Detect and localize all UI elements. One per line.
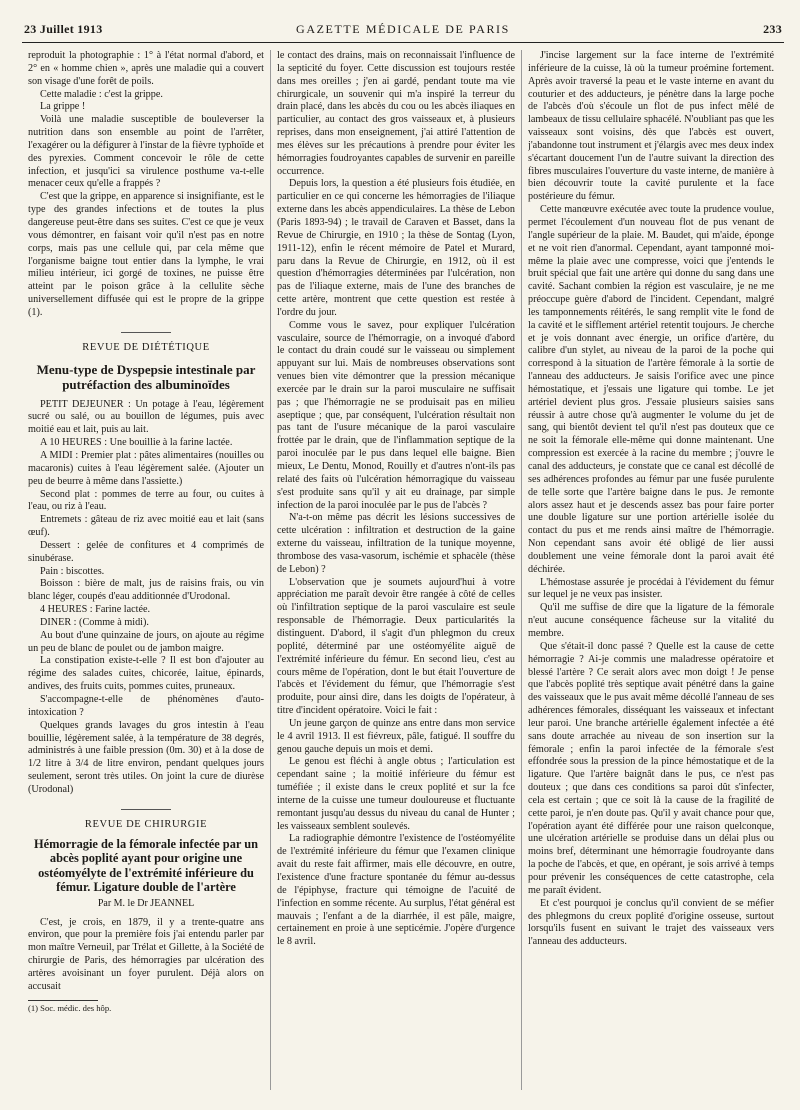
paragraph: Que s'était-il donc passé ? Quelle est la cause de cette hémorragie ? Ai-je commis une maladresse opératoire et blessé l'artère ? Ce serait alors avec mon doigt ! Je pense que l'abcès poplité très septique avait pénétré dans la gaine des vaisseaux que le pus avait même décollé l'anneau de ses adhérences fémorales, disséquant les vaisseaux et infectant leur paroi. Une branche artérielle également infectée a été sans doute arrachée au niveau de son insertion sur la fémorale ; enfin la paroi infectée de la fémorale s'est effondrée sous la pression de la pince hémostatique et de la ligature. Que l'artère baignât dans le pus, ce n'est pas douteux ; que dans ces conditions sa paroi dût s'infecter, cela est certain ; que ce soit là la cause de la fragilité de cette paroi, je n'en doute pas. Qu'il y avait chance pour que, l'opération ayant été différée pour une raison quelconque, une ulcération artérielle se produise dans un délai plus ou moins bref, déterminant une hémorragie foudroyante dans la poche de l'abcès, et que, en opérant, je sois arrivé à temps pour prévenir les conséquences de cette catastrophe, cela me paraît évident. — [528, 640, 774, 896]
menu-item: DINER : (Comme à midi). — [40, 616, 149, 628]
menu-item: A MIDI : Premier plat : pâtes alimentaires (nouilles ou macaronis) cuites à l'eau légèrement salée. (Ajouter un peu de beurre à même dans l'assiette.) — [28, 449, 264, 487]
paragraph: La grippe ! — [40, 101, 86, 113]
menu-item: PETIT DEJEUNER : Un potage à l'eau, légèrement sucré ou salé, ou au bouillon de légumes, puis avec moitié eau et lait, puis au lait. — [28, 398, 264, 436]
running-header — [24, 22, 782, 44]
paragraph: Voilà une maladie susceptible de bouleverser la nutrition dans son ensemble au point de l'arrêter, l'exagérer ou la défigurer à l'instar de la fièvre typhoïde et des pyrexies. Comment concevoir le rôle de cette infection, et jusqu'ici sa virulence posthume va-t-elle menacer ceux qu'elle a frappés ? — [28, 114, 264, 190]
issue-date: 23 Juillet 1913 — [24, 22, 103, 36]
paragraph: Le genou est fléchi à angle obtus ; l'articulation est cependant saine ; la moitié inférieure du fémur est tuméfiée ; il existe dans le creux poplité et sur la fce interne de la cuisse une tumeur douloureuse et fluctuante remontant jusqu'au dessus du niveau du canal de Hunter ; les vaisseaux semblent soulevés. — [277, 756, 515, 832]
paragraph: reproduit la photographie : 1° à l'état normal d'abord, et 2° en « homme chien », après une maladie qui a couvert son visage d'une forêt de poils. — [28, 50, 264, 87]
article-author: Par M. le Dr JEANNEL — [97, 898, 195, 910]
menu-item: Boisson : bière de malt, jus de raisins frais, ou vin blanc léger, coupés d'eau additionnée d'Urodonal. — [28, 578, 264, 603]
footnote: (1) Soc. médic. des hôp. — [28, 1002, 112, 1013]
page-number: 233 — [763, 22, 782, 36]
paragraph: Comme vous le savez, pour expliquer l'ulcération vasculaire, source de l'hémorragie, on a invoqué d'abord le contact du drain coudé sur le vaisseau ou simplement appuyant sur lui. Mais de nombreuses observations sont venues bien vite démontrer que la pression mécanique exercée par le drain sur la paroi musculaire ne suffisait pas ; que l'hémorragie ne se produisait pas en milieu aseptique ; que, par conséquent, l'ulcération résultait non pas tant de l'usure mécanique de la paroi vasculaire frottée par le drain, que de l'inflammation septique de la paroi inoculée par le pus dans lequel elle baigne. Bien mieux, Le Dentu, Monod, Rouilly et d'autres n'ont-ils pas relaté des faits où l'ulcération hémorragique du vaisseau s'est produite sans qu'il y ait eu drainage, par simple infection de la paroi inoculée par le pus de l'abcès ? — [277, 319, 515, 511]
paragraph: N'a-t-on même pas décrit les lésions successives de cette ulcération : infiltration et destruction de la gaine externe du vaisseau, infiltration de la tunique moyenne, thrombose des vasa-vasorum, ischémie et sphacèle (thèse de Lebon) ? — [277, 512, 515, 575]
paragraph: Cette manœuvre exécutée avec toute la prudence voulue, permet l'écoulement d'un nouveau flot de pus venant de l'angle supérieur de la plaie. M. Baudet, qui m'aide, éponge et ne voit rien d'anormal. Cependant, ayant tamponné moi-même la plaie avec une compresse, voici que j'entends le bruit spécial que fait une artère qui donne du sang dans une cavité. Sachant combien la région est vasculaire, je ne me préoccupe guère d'abord de l'incident. Cependant, malgré les tamponnements réitérés, le sang remplit vite le fond de la cavité et le sifflement artériel retentit toujours. Je cherche et je vois donnant avec énergie, un orifice d'artère, du calibre d'un stylet, au niveau de la paroi de la poche qui correspond à la situation de l'artère fémorale à la sortie de l'anneau des adducteurs. Je saisis l'orifice avec une pince hémostatique, et j'essais une ligature qui tombe. Le jet artériel devient plus gros. J'essaie plusieurs saisies sans réussir à autre chose qu'à augmenter le volume du jet de sang, qui bientôt devient tel qu'il n'est pas douteux que ce ne soit la fémorale elle-même qui donne maintenant. Une compression est exercée à la racine du membre ; j'ouvre le canal des adducteurs, je constate que ce canal est décollé de ses adhérences profondes au fémur par une fusée purulente de telle sorte que l'artère baigne dans le pus. Je remonte alors assez haut et je descends assez bas pour faire porter une double ligature sur une portion artérielle isolée du contact du pus et me rends ainsi maître de l'hémorragie. Non cependant sans avoir été obligé de lier aussi doublement une veine fémorale dont la paroi avait été déchirée. — [528, 204, 774, 575]
section-heading-chirurgie: REVUE DE CHIRURGIE — [28, 809, 264, 831]
paragraph: L'hémostase assurée je procédai à l'évidement du fémur sur lequel je ne veux pas insister. — [528, 576, 774, 601]
paragraph: Et c'est pourquoi je conclus qu'il convient de se méfier des phlegmons du creux poplité d'origine osseuse, surtout lorsqu'ils fusent en suivant le trajet des vaisseaux vers l'anneau des adducteurs. — [528, 897, 774, 948]
column-divider — [270, 50, 271, 1090]
paragraph: Un jeune garçon de quinze ans entre dans mon service le 4 avril 1913. Il est fiévreux, pâle, fatigué. Il souffre du genou gauche depuis un mois et demi. — [277, 717, 515, 755]
paragraph: le contact des drains, mais on reconnaissait l'influence de la septicité du foyer. Cette discussion est toujours restée dans mes oreilles ; j'en ai gardé, pendant toute ma vie chirurgicale, un souvenir qui m'a inspiré la terreur du drain placé, dans les abcès du cou ou les abcès iliaques en particulier, au contact des gros vaisseaux et, à plusieurs reprises, dans mon enseignement, j'ai attiré l'attention de mes élèves sur les précautions à prendre pour éviter les hémorragies foudroyantes capables de survenir en pareille occurrence. — [277, 50, 515, 177]
paragraph: Cette maladie : c'est la grippe. — [40, 88, 163, 100]
menu-item: 4 HEURES : Farine lactée. — [40, 604, 151, 616]
paragraph: C'est que la grippe, en apparence si insignifiante, est le type des grandes infections et de toutes la plus dangereuse peut-être dans ses suites. C'est ce que je veux vous démontrer, en faisant voir qu'il n'est pas en notre corps, mais pas une cellule qui, par cela même que l'organisme baigne tout entier dans la lymphe, le vrai milieu intérieur, ici gorgé de toxines, ne puisse être atteint par le poison grâce à la cellulite sèche universellement diffusée qui est le propre de la grippe (1). — [28, 191, 264, 318]
paragraph: L'observation que je soumets aujourd'hui à votre appréciation me paraît devoir être rangée à côté de celles où l'infiltration septique de la paroi vasculaire est seule responsable de l'hémorragie. Deux particularités la distinguent. D'abord, il s'agit d'un phlegmon du creux poplité, déterminé par une ostéomyélite aiguë de l'extrémité inférieure du fémur. En second lieu, c'est au cours même de l'opération, dont le but était l'ouverture de l'abcès et l'évidement du fémur, que l'hémorragie s'est produite, pour ainsi dire, dans les doigts de l'opérateur, à titre d'incident opératoire. Voici le fait : — [277, 576, 515, 717]
column-2 — [277, 50, 515, 1100]
paragraph: C'est, je crois, en 1879, il y a trente-quatre ans environ, que pour la première fois j'ai entendu parler par mon maître Verneuil, par Trélat et Gillette, à la Société de chirurgie de Paris, des hémorragies par ulcération des artères avoisinant un foyer purulent. Déjà alors on accusait — [28, 916, 264, 992]
paragraph: La constipation existe-t-elle ? Il est bon d'ajouter au régime des salades cuites, chicorée, laitue, épinards, andives, des fruits cuits, pommes cuites, pruneaux. — [28, 655, 264, 693]
paragraph: S'accompagne-t-elle de phénomènes d'auto-intoxication ? — [28, 694, 264, 718]
paragraph: Au bout d'une quinzaine de jours, on ajoute au régime un peu de blanc de poulet ou de jambon maigre. — [28, 629, 264, 654]
footnote-rule — [28, 1000, 98, 1001]
menu-item: Dessert : gelée de confitures et 4 comprimés de sinubérase. — [28, 539, 264, 564]
paragraph: Depuis lors, la question a été plusieurs fois étudiée, en particulier en ce qui concerne les hémorragies de l'iliaque externe dans les abcès appendiculaires. La thèse de Lebon (Paris 1893-94) ; le travail de Caraven et Basset, dans la Revue de Chirurgie, en 1910 ; la thèse de Sontag (Lyon, 1911-12), enfin le récent mémoire de Patel et Murard, paru dans la Revue de Chirurgie, en 1912, où il est question d'hémorragies déterminées par l'ulcération, non pas de l'iliaque externe, mais de l'une des branches de cette artère, montrent que cette question est restée à l'ordre du jour. — [277, 178, 515, 318]
article-title-hemorragie: Hémorragie de la fémorale infectée par un abcès poplité ayant pour origine une ostéomyélyte de l'extrémité inférieure du fémur. Ligature double de l'artère — [33, 836, 259, 894]
menu-item: Second plat : pommes de terre au four, ou cuites à l'eau, ou riz à l'eau. — [28, 488, 264, 513]
paragraph: La radiographie démontre l'existence de l'ostéomyélite de l'extrémité inférieure du fémur que l'examen clinique avait du reste fait affirmer, mais elle découvre, en outre, l'existence d'une fracture spontanée du fémur au-dessus de l'épiphyse, fracture qui témoigne de l'acuité de l'infection en somme récente. Au surplus, l'état général est mauvais ; l'enfant a de la diarrhée, il est pâle, maigre, certainement en proie à une septicémie. J'opère d'urgence le 8 avril. — [277, 833, 515, 948]
article-title-dyspepsie: Menu-type de Dyspepsie intestinale par putréfaction des albuminoïdes — [36, 361, 256, 393]
column-1 — [28, 50, 264, 1100]
menu-item: Pain : biscottes. — [40, 565, 105, 577]
column-3 — [528, 50, 774, 1100]
menu-item: Entremets : gâteau de riz avec moitié eau et lait (sans œuf). — [28, 514, 264, 539]
section-heading-dietetique: REVUE DE DIÉTÉTIQUE — [28, 332, 264, 354]
menu-item: A 10 HEURES : Une bouillie à la farine lactée. — [40, 437, 233, 449]
header-rule — [22, 42, 784, 43]
journal-title: GAZETTE MÉDICALE DE PARIS — [296, 22, 510, 36]
column-divider — [521, 50, 522, 1090]
paragraph: Quelques grands lavages du gros intestin à l'eau bouillie, légèrement salée, à la température de 38 degrés, administrés à une faible pression (0m. 30) et à la dose de 1/2 litre à 3/4 de litre environ, pendant quelques jours seulement, seront très utiles. On joint la cure de diurèse (Urodonal) — [28, 719, 264, 795]
paragraph: Qu'il me suffise de dire que la ligature de la fémorale n'eut aucune conséquence fâcheuse sur la vitalité du membre. — [528, 602, 774, 639]
paragraph: J'incise largement sur la face interne de l'extrémité inférieure de la cuisse, là où la tumeur proémine fortement. Après avoir traversé la peau et le vaste interne en avant du couturier et des adducteurs, je pénètre dans la large poche de l'abcès d'où s'écoule un flot de pus infect mêlé de lambeaux de tissu cellulaire sphacélé. N'oubliant pas que les vaisseaux sont voisins, dès que l'abcès est ouvert, j'abandonne tout instrument et j'élargis avec mes deux index s'écartant doucement l'un de l'autre suivant la direction des fibres musculaires l'ouverture du vaste interne, de manière à bien découvrir toute la cavité purulente et la face postérieure du fémur. — [528, 50, 774, 203]
